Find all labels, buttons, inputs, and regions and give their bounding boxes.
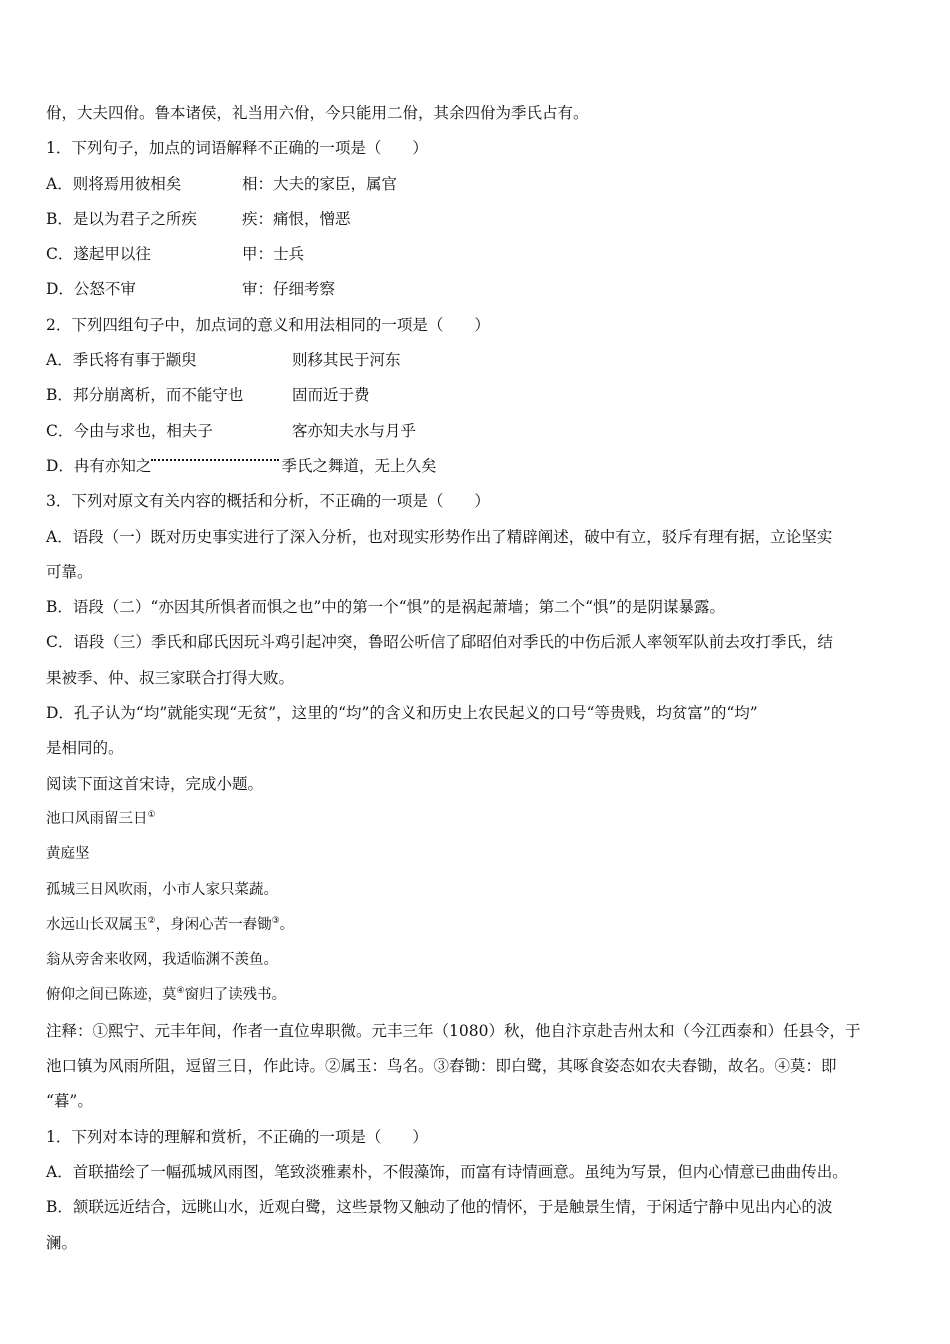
poem-line-1: 孤城三日风吹雨，小市人家只菜蔬。 <box>46 881 278 898</box>
poem-author: 黄庭坚 <box>46 846 90 863</box>
poem-line-2-part-3: 。 <box>279 916 295 933</box>
q2-stem: 2．下列四组句子中，加点词的意义和用法相同的一项是（ ） <box>46 315 490 334</box>
poem-notes-line-3: “暮”。 <box>46 1092 93 1111</box>
q1-option-c <box>46 237 908 272</box>
q3-option-d-line-2: 是相同的。 <box>46 739 124 758</box>
footnote-marker: ① <box>147 809 156 820</box>
q3-stem: 3．下列对原文有关内容的概括和分析，不正确的一项是（ ） <box>46 492 490 511</box>
q3-option-b: B．语段（二）“亦因其所惧者而惧之也”中的第一个“惧”的是祸起萧墙；第二个“惧”的是阴谋暴露。 <box>46 598 725 617</box>
q1-option-d <box>46 272 908 307</box>
q1-option-d-explanation: 审：仔细考察 <box>242 280 336 299</box>
poem-line-4 <box>46 978 908 1013</box>
poem-title <box>46 802 908 837</box>
q1-option-a-sentence: A．则将焉用彼相矣 <box>46 174 182 193</box>
q2-option-c <box>46 414 908 449</box>
poem-q1-option-a: A．首联描绘了一幅孤城风雨图，笔致淡雅素朴，不假藻饰，而富有诗情画意。虽纯为写景，但内心情意已曲曲传出。 <box>46 1162 848 1181</box>
q3-option-a-line-2: 可靠。 <box>46 562 93 581</box>
q1-option-b <box>46 202 908 237</box>
q2-option-c-sentence-1: C．今由与求也，相夫子 <box>46 421 213 440</box>
poem-q1-option-b-line-2: 澜。 <box>46 1233 78 1252</box>
poem-line-2-part-1: 水远山长双属玉 <box>46 916 148 933</box>
footnote-marker: ② <box>147 915 156 926</box>
q1-option-a-explanation: 相：大夫的家臣，属官 <box>242 174 398 193</box>
poem-notes-line-2: 池口镇为风雨所阻，逗留三日，作此诗。②属玉：鸟名。③舂锄：即白鹭，其啄食姿态如农夫舂锄，故名。④莫：即 <box>46 1057 837 1076</box>
poem-notes-line-1: 注释：①熙宁、元丰年间，作者一直位卑职微。元丰三年（1080）秋，他自汴京赴吉州太和（今江西泰和）任县令，于 <box>46 1021 861 1040</box>
q2-option-d-sentence-1: D．冉有亦知之 <box>46 456 152 475</box>
q2-option-b-sentence-1: B．邦分崩离析，而不能守也 <box>46 386 244 405</box>
poem-instruction: 阅读下面这首宋诗，完成小题。 <box>46 774 264 793</box>
footnote-marker: ④ <box>176 986 185 997</box>
intro-tail-text: 佾，大夫四佾。鲁本诸侯，礼当用六佾，今只能用二佾，其余四佾为季氏占有。 <box>46 104 589 122</box>
q2-option-d <box>46 449 908 484</box>
q1-option-c-explanation: 甲：士兵 <box>242 245 305 264</box>
q2-option-a-sentence-2: 则移其民于河东 <box>292 351 401 370</box>
q1-option-a <box>46 167 908 202</box>
q2-option-b <box>46 378 908 413</box>
q3-option-c-line-2: 果被季、仲、叔三家联合打得大败。 <box>46 668 295 687</box>
q1-option-c-sentence: C．遂起甲以往 <box>46 245 151 264</box>
poem-q1-stem: 1．下列对本诗的理解和赏析，不正确的一项是（ ） <box>46 1127 428 1146</box>
poem-line-2-part-2: ，身闲心苦一舂锄 <box>155 916 272 933</box>
q2-option-d-sentence-2: 季氏之舞道，无上久矣 <box>281 456 437 475</box>
poem-line-2 <box>46 908 908 943</box>
q1-option-d-sentence: D．公怒不审 <box>46 280 136 299</box>
q1-stem: 1．下列句子，加点的词语解释不正确的一项是（ ） <box>46 139 428 158</box>
poem-line-3: 翁从旁舍来收网，我适临渊不羡鱼。 <box>46 952 278 969</box>
q3-option-d-line-1: D．孔子认为“均”就能实现“无贫”，这里的“均”的含义和历史上农民起义的口号“等贵贱，均贫富”的“均” <box>46 704 758 723</box>
q2-option-a-sentence-1: A．季氏将有事于颛臾 <box>46 351 197 370</box>
q3-option-a-line-1: A．语段（一）既对历史事实进行了深入分析，也对现实形势作出了精辟阐述，破中有立，驳斥有理有据，立论坚实 <box>46 527 833 546</box>
q2-option-a <box>46 343 908 378</box>
q2-option-c-sentence-2: 客亦知夫水与月乎 <box>292 421 417 440</box>
footnote-marker: ③ <box>271 915 280 926</box>
poem-line-4-part-2: 窗归了读残书。 <box>184 987 287 1004</box>
document-page <box>46 96 908 1261</box>
q1-option-b-sentence: B．是以为君子之所疾 <box>46 209 197 228</box>
q2-option-b-sentence-2: 固而近于费 <box>292 386 370 405</box>
emphasis-dots <box>151 449 279 461</box>
q3-option-c-line-1: C．语段（三）季氏和郈氏因玩斗鸡引起冲突，鲁昭公听信了郈昭伯对季氏的中伤后派人率领军队前去攻打季氏，结 <box>46 633 833 652</box>
q1-option-b-explanation: 疾：痛恨，憎恶 <box>242 209 351 228</box>
poem-title-text: 池口风雨留三日 <box>46 810 148 827</box>
poem-line-4-part-1: 俯仰之间已陈迹，莫 <box>46 987 177 1004</box>
poem-q1-option-b-line-1: B．颔联远近结合，远眺山水，近观白鹭，这些景物又触动了他的情怀，于是触景生情，于闲适宁静中见出内心的波 <box>46 1198 833 1217</box>
